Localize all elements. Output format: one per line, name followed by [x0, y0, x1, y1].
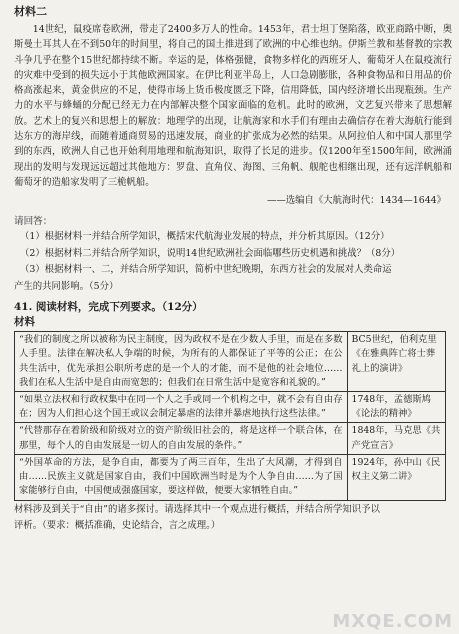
question-3-line1: （3）根据材料一、二，并结合所学知识，简析中世纪晚期，东西方社会的发展对人类命运 — [20, 264, 392, 276]
material2-source: ——选编自《大航海时代：1434—1644》 — [267, 195, 446, 207]
table-row — [15, 423, 446, 454]
quote-cell: “如果立法权和行政权集中在同一个人之手或同一个机构之中，就不会有自由存在；因为人们担心这个国王或议会制定暴虐的法律并暴虐地执行这些法律。” — [15, 392, 348, 423]
attribution-cell: 1924年，孙中山《民权主义第二讲》 — [347, 454, 445, 500]
question-41-title: 41. 阅读材料，完成下列要求。（12分） — [14, 301, 203, 314]
question-1: （1）根据材料一并结合所学知识，概括宋代航海业发展的特点，并分析其原因。（12分） — [20, 231, 390, 243]
attribution-cell: 1848年，马克思《共产党宣言》 — [347, 423, 445, 454]
table-row — [15, 454, 446, 500]
closing-line2: 评析。（要求：概括准确，史论结合，言之成理。） — [14, 519, 221, 531]
quotes-table — [14, 331, 446, 500]
table-row — [15, 332, 446, 392]
quote-cell: “外国革命的方法，是争自由，都要为了两三百年，生出了大风潮，才得到自由……民族主义就是国家自由，我们中国欧洲当时是为个人争自由……为了国家能够行自由，中国便成强盛国家，要这样做，便要大家牺牲自由。” — [15, 454, 348, 500]
table-row — [15, 392, 446, 423]
quote-cell: “代替那存在着阶级和阶级对立的资产阶级旧社会的，将是这样一个联合体，在那里，每个人的自由发展是一切人的自由发展的条件。” — [15, 423, 348, 454]
watermark: MXQE.COM — [332, 611, 453, 632]
material2-paragraph: 14世纪，鼠疫席卷欧洲，带走了2400多万人的性命。1453年，君士坦丁堡陷落，欧亚商路中断，奥斯曼土耳其人在不到50年的时间里，将自己的国土推进到了欧洲的中心维也纳。伊斯兰教和基督教的宗教斗争几乎在整个15世纪都持续不断。幸运的是，体格强健，食物多样化的西班牙人、葡萄牙人在鼠疫流行的灾难中受到的损失远小于其他欧洲国家。在伊比利亚半岛上，人口急剧膨胀，各种食物品和日用品的价格高涨起来，黄金供应的不足，使得市场上货币极度匮乏下降，信用降低，国内经济增长出现瓶颈。生产力的水平与蜂蛹的分配已经无力在内部解决整个国家面临的危机。此时的欧洲，文艺复兴带来了思想解放。艺术上的复兴和思想上的解放：地理学的出现，让航海家和水手们有理由去确信存在着大海航行能到达东方的海岸线，而随着通商贸易的迅速发展，商业的扩张成为必然的结果。从阿拉伯人和中国人那里学到的东西，欧洲人自己也开始利用地理和航海知识，取得了长足的进步。仅1200年至1500年间，欧洲涌现出的发明与发现远远超过其他地方：罗盘、直角仪、海图、三角帆、舰舵也相继出现，还有远洋帆船和葡萄牙的造船家发明了三桅帆船。 — [14, 24, 452, 188]
closing-line1: 材料涉及到关于“自由”的诸多探讨。请选择其中一个观点进行概括，并结合所学知识予以 — [14, 503, 380, 515]
material-label: 材料 — [14, 316, 35, 329]
material2-heading: 材料二 — [14, 5, 47, 18]
question-2: （2）根据材料二并结合所学知识，说明14世纪欧洲社会面临哪些历史机遇和挑战？（8分） — [20, 247, 401, 259]
answer-prompt: 请回答： — [14, 216, 53, 228]
question-3-line2: 产生的共同影响。（5分） — [14, 280, 119, 292]
quote-cell: “我们的制度之所以被称为民主制度，因为政权不是在少数人手里，而是在多数人手里。法律在解决私人争端的时候，为所有的人都保证了平等的公正；在公共生活中，优先承担公职所考虑的是一个人的才能，而不是他的社会地位……我们在私人生活中是自由而宽恕的；但我们在日常生活中是宽容和礼貌的。” — [15, 332, 348, 392]
exam-page — [14, 4, 452, 533]
attribution-cell: BC5世纪，伯利克里《在雅典阵亡将士葬礼上的演讲》 — [347, 332, 445, 392]
attribution-cell: 1748年，孟德斯鸠《论法的精神》 — [347, 392, 445, 423]
